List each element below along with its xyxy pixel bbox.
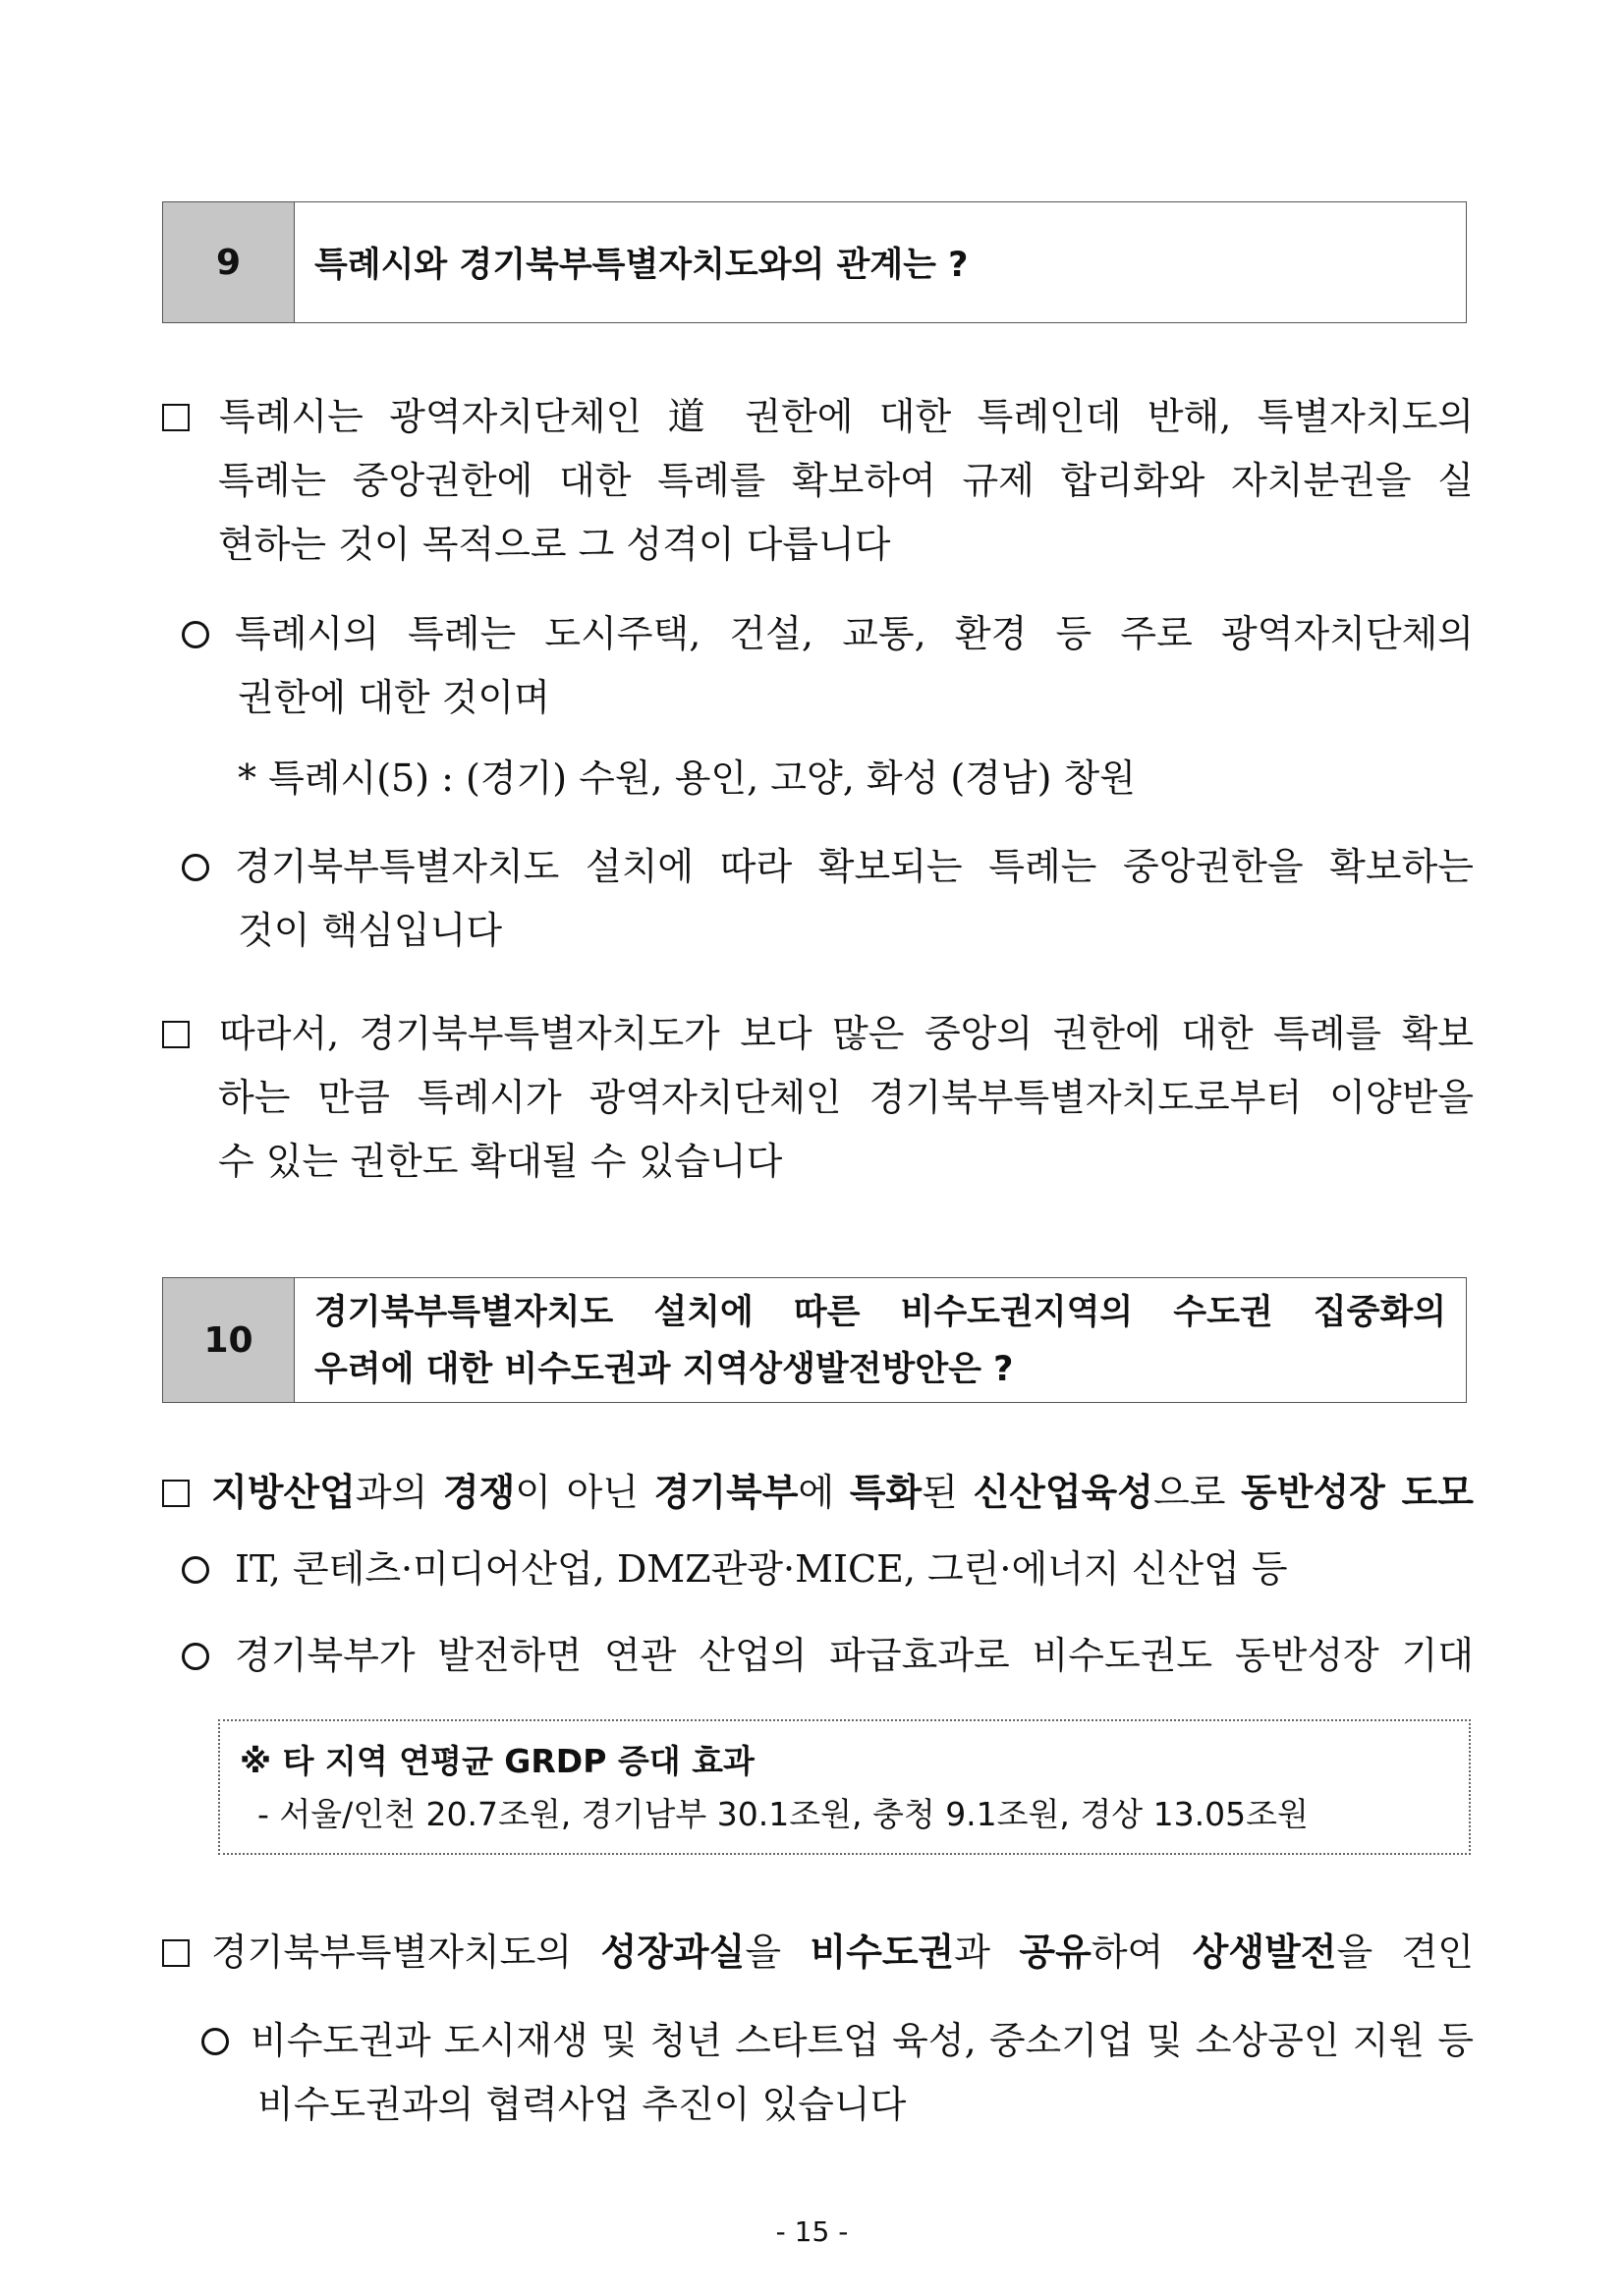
q9-paragraph-1-line-2: 특례는 중앙권한에 대한 특례를 확보하여 규제 합리화와 자치분권을 실 bbox=[218, 459, 1474, 502]
q10-paragraph-2: 경기북부특별자치도의 성장과실을 비수도권과 공유하여 상생발전을 견인 bbox=[162, 1921, 1474, 1984]
note-title: ※ 타 지역 연평균 GRDP 증대 효과 bbox=[240, 1742, 755, 1780]
circle-bullet-icon bbox=[182, 854, 209, 881]
q10-bullet-1: IT, 콘테츠·미디어산업, DMZ관광·MICE, 그린·에너지 신산업 등 bbox=[182, 1538, 1288, 1600]
question-10-header bbox=[162, 1277, 1467, 1403]
q9-paragraph-2-line-3: 수 있는 권한도 확대될 수 있습니다 bbox=[218, 1140, 783, 1183]
q9-paragraph-2-line-1: 따라서, 경기북부특별자치도가 보다 많은 중앙의 권한에 대한 특례를 확보 bbox=[162, 1002, 1474, 1065]
circle-bullet-icon bbox=[182, 1556, 209, 1584]
circle-bullet-icon bbox=[201, 2028, 229, 2055]
question-title bbox=[295, 1278, 1466, 1402]
question-number: 10 bbox=[163, 1278, 295, 1402]
q9-bullet-1-line-2: 권한에 대한 것이며 bbox=[238, 676, 550, 719]
question-number: 9 bbox=[163, 202, 295, 322]
q10-bullet-3-line-2: 비수도권과의 협력사업 추진이 있습니다 bbox=[257, 2083, 907, 2126]
q9-paragraph-2-line-2: 하는 만큼 특례시가 광역자치단체인 경기북부특별자치도로부터 이양받을 bbox=[218, 1076, 1474, 1119]
note-detail: - 서울/인천 20.7조원, 경기남부 30.1조원, 충청 9.1조원, 경상 13.05조원 bbox=[257, 1795, 1309, 1833]
question-9-header bbox=[162, 201, 1467, 323]
q10-bullet-3-line-1: 비수도권과 도시재생 및 청년 스타트업 육성, 중소기업 및 소상공인 지원 등 bbox=[201, 2009, 1474, 2072]
circle-bullet-icon bbox=[182, 621, 209, 648]
page-number: - 15 - bbox=[775, 2215, 849, 2248]
q9-paragraph-1-line-3: 현하는 것이 목적으로 그 성격이 다릅니다 bbox=[218, 523, 891, 566]
square-bullet-icon bbox=[162, 1021, 190, 1048]
square-bullet-icon bbox=[162, 1480, 190, 1507]
grdp-note-box bbox=[218, 1719, 1471, 1855]
q9-bullet-1-line-1: 특례시의 특례는 도시주택, 건설, 교통, 환경 등 주로 광역자치단체의 bbox=[182, 602, 1474, 665]
q9-bullet-2-line-1: 경기북부특별자치도 설치에 따라 확보되는 특례는 중앙권한을 확보하는 bbox=[182, 835, 1474, 898]
q9-bullet-2-line-2: 것이 핵심입니다 bbox=[238, 909, 503, 952]
question-title-line-2: 우려에 대한 비수도권과 지역상생발전방안은 ? bbox=[314, 1350, 1014, 1389]
question-title-line-1: 경기북부특별자치도 설치에 따른 비수도권지역의 수도권 집중화의 bbox=[314, 1293, 1446, 1332]
square-bullet-icon bbox=[162, 1939, 190, 1967]
q9-paragraph-1-line-1: 특례시는 광역자치단체인 道 권한에 대한 특례인데 반해, 특별자치도의 bbox=[162, 385, 1474, 448]
square-bullet-icon bbox=[162, 404, 190, 431]
question-title: 특례시와 경기북부특별자치도와의 관계는 ? bbox=[314, 246, 969, 285]
q10-bullet-2: 경기북부가 발전하면 연관 산업의 파급효과로 비수도권도 동반성장 기대 bbox=[182, 1624, 1474, 1687]
circle-bullet-icon bbox=[182, 1643, 209, 1670]
q10-paragraph-1: 지방산업과의 경쟁이 아닌 경기북부에 특화된 신산업육성으로 동반성장 도모 bbox=[162, 1461, 1474, 1524]
q9-star-note: * 특례시(5) : (경기) 수원, 용인, 고양, 화성 (경남) 창원 bbox=[238, 756, 1136, 800]
